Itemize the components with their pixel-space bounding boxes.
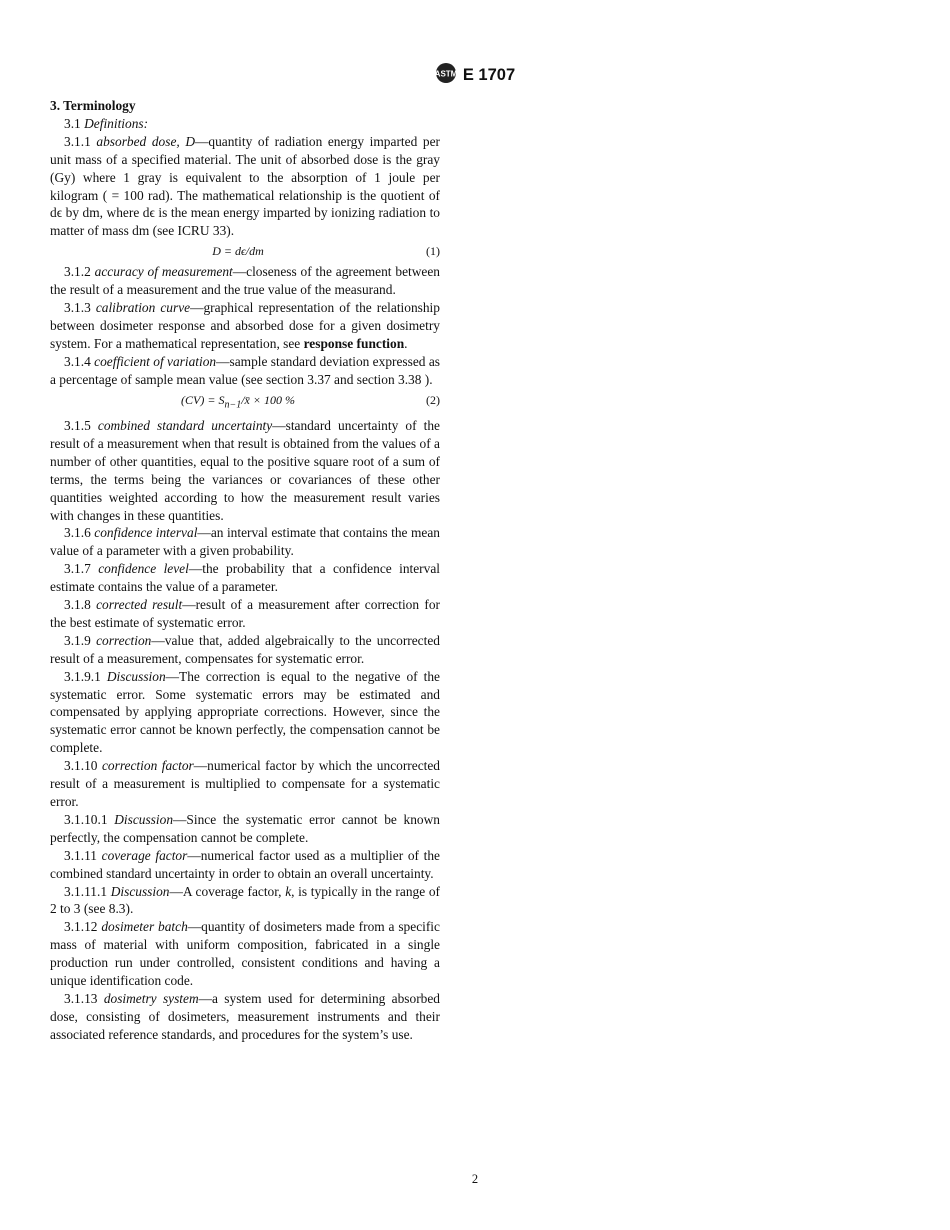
definition-dosimeter-batch: 3.1.12 dosimeter batch—quantity of dosimeters made from a specific mass of material with uniform composition, fabricated in a single production run under controlled, consistent conditions and having a unique identification code. <box>50 919 440 989</box>
left-column <box>50 97 440 1044</box>
equation-2: $(CV) = S_{n-1}/x̄ \times 100$ % (2) <box>181 392 440 410</box>
discussion-correction: 3.1.9.1 Discussion—The correction is equal to the negative of the systematic error. Some systematic errors may be estimated and compensated by applying appropriate corrections. However, since the systematic error cannot be known perfectly, the compensation cannot be complete. <box>50 668 440 756</box>
definition-confidence-level: 3.1.7 confidence level—the probability that a confidence interval estimate contains the value of a parameter. <box>50 561 440 595</box>
standard-designation: E 1707 <box>462 66 516 84</box>
equation-1: D = dϵ/dm (1) <box>212 244 440 259</box>
definition-correction-factor: 3.1.10 correction factor—numerical factor by which the uncorrected result of a measurement is multiplied to compensate for a systematic error. <box>50 758 440 810</box>
svg-text:ASTM: ASTM <box>434 69 457 79</box>
response-function-link[interactable]: response function <box>303 335 405 351</box>
definition-combined-standard-uncertainty: 3.1.5 combined standard uncertainty—standard uncertainty of the result of a measurement when that result is obtained from the values of a number of other quantities, equal to the positive square root of a sum of terms, the terms being the variances or covariances of these other quantities weighted according to how the measurement result varies with changes in these quantities. <box>50 417 440 523</box>
subsection-definitions: 3.1 Definitions: <box>64 115 149 131</box>
definition-dosimetry-system: 3.1.13 dosimetry system—a system used for determining absorbed dose, consisting of dosimeters, measurement instruments and their associated reference standards, and procedures for the system’s use. <box>50 990 440 1042</box>
definition-coverage-factor: 3.1.11 coverage factor—numerical factor used as a multiplier of the combined standard uncertainty in order to obtain an overall uncertainty. <box>50 847 440 881</box>
definition-coefficient-of-variation: 3.1.4 coefficient of variation—sample standard deviation expressed as a percentage of sample mean value (see section 3.37 and section 3.38 ). <box>50 353 440 387</box>
page-number: 2 <box>471 1172 479 1186</box>
definition-accuracy: 3.1.2 accuracy of measurement—closeness of the agreement between the result of a measurement and the true value of the measurand. <box>50 264 440 298</box>
definition-confidence-interval: 3.1.6 confidence interval—an interval estimate that contains the mean value of a parameter with a given probability. <box>50 525 440 559</box>
definition-absorbed-dose: 3.1.1 absorbed dose, D—quantity of radiation energy imparted per unit mass of a specified material. The unit of absorbed dose is the gray (Gy) where 1 gray is equivalent to the absorption of 1 joule per kilogram ( = 100 rad). The mathematical relationship is the quotient of dϵ by dm, where dϵ is the mean energy imparted by ionizing radiation to matter of mass dm (see ICRU 33). <box>50 133 440 239</box>
definition-calibration-curve: 3.1.3 calibration curve—graphical representation of the relationship between dosimeter response and absorbed dose for a given dosimetry system. For a mathematical representation, see response function. <box>50 300 440 351</box>
section-heading: 3. Terminology <box>50 98 136 113</box>
discussion-coverage-factor: 3.1.11.1 Discussion—A coverage factor, k, is typically in the range of 2 to 3 (see 8.3). <box>50 883 441 917</box>
astm-logo-icon <box>435 62 457 89</box>
column-continuation-spacer <box>468 97 858 258</box>
discussion-correction-factor: 3.1.10.1 Discussion—Since the systematic error cannot be known perfectly, the compensation cannot be complete. <box>50 811 440 845</box>
right-column <box>468 97 858 258</box>
definition-correction: 3.1.9 correction—value that, added algebraically to the uncorrected result of a measurement, compensates for systematic error. <box>50 632 440 666</box>
definition-corrected-result: 3.1.8 corrected result—result of a measurement after correction for the best estimate of systematic error. <box>50 597 440 630</box>
page-header <box>0 62 950 89</box>
